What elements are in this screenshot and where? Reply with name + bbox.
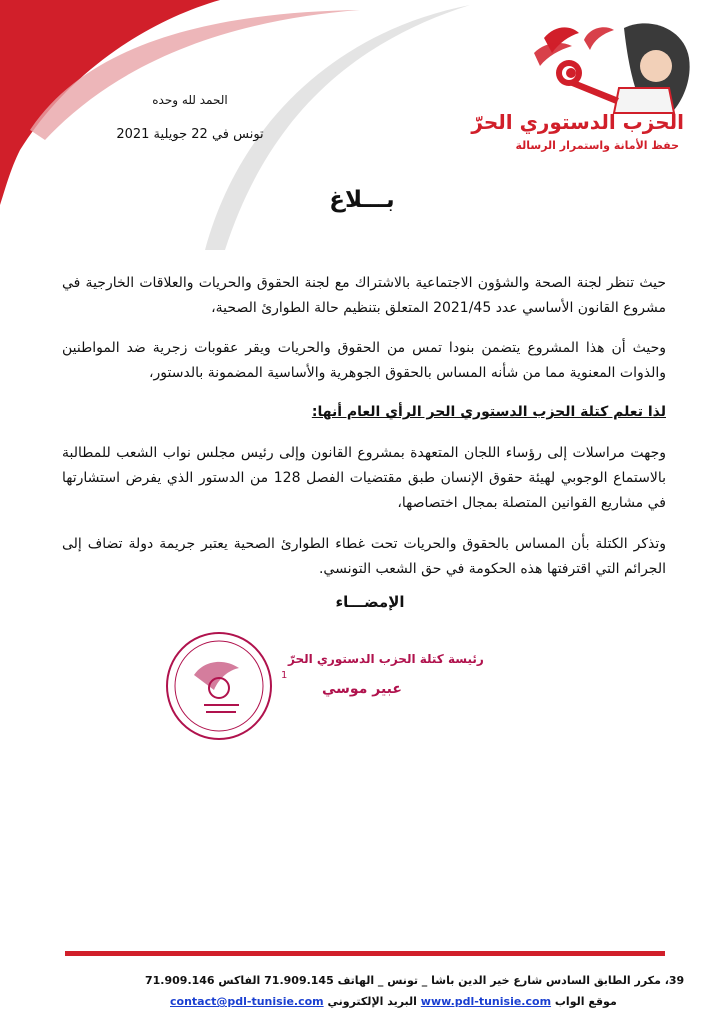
signature-title: الإمضـــاء — [335, 593, 405, 611]
paragraph-3-heading: لذا تعلم كتلة الحزب الدستوري الحر الرأي العام أنها: — [311, 404, 666, 420]
footer-address: 39، مكرر الطابق السادس شارع خير الدين باشا _ تونس _ الهاتف 71.909.145 الفاكس 71.909.146 — [145, 974, 685, 987]
date-line: تونس في 22 جويلية 2021 — [116, 127, 264, 142]
basmala: الحمد لله وحده — [152, 93, 228, 107]
signer-role: رئيسة كتلة الحزب الدستوري الحرّ — [288, 652, 484, 666]
footer-divider — [65, 951, 665, 956]
footer-contact — [170, 995, 617, 1008]
signer-name: عبير موسي — [322, 681, 402, 697]
website-label: موقع الواب — [554, 995, 617, 1008]
paragraph-4: وجهت مراسلات إلى رؤساء اللجان المتعهدة بمشروع القانون وإلى رئيس مجلس نواب الشعب للمطالبة بالاستماع الوجوبي لهيئة حقوق الإنسان طبق مقتضيات الفصل 128 من الدستور الذي يفرض استشارتها في مشاريع القوانين المتصلة بمجال اختصاصها، — [62, 445, 666, 511]
party-name: الحزب الدستوري الحرّ — [471, 110, 684, 134]
website-link[interactable]: www.pdl-tunisie.com — [420, 995, 552, 1008]
email-label: البريد الإلكتروني — [327, 995, 417, 1008]
email-link[interactable]: contact@pdl-tunisie.com — [170, 995, 324, 1008]
official-stamp-icon — [164, 630, 274, 742]
paragraph-2: وحيث أن هذا المشروع يتضمن بنودا تمس من الحقوق والحريات ويقر عقوبات زجرية ضد المواطنين والذوات المعنوية مما من شأنه المساس بالحقوق الجوهرية والأساسية المضمونة بالدستور، — [62, 340, 666, 381]
paragraph-1: حيث تنظر لجنة الصحة والشؤون الاجتماعية بالاشتراك مع لجنة الحقوق والحريات والعلاقات الخارجية في مشروع القانون الأساسي عدد 2021/45 المتعلق بتنظيم حالة الطوارئ الصحية، — [62, 275, 666, 316]
stamp-mark: 1 — [281, 670, 288, 681]
document-title: بـــلاغ — [329, 187, 395, 213]
paragraph-5: وتذكر الكتلة بأن المساس بالحقوق والحريات تحت غطاء الطوارئ الصحية يعتبر جريمة دولة تضاف إلى الجرائم التي اقترفتها هذه الحكومة في حق الشعب التونسي. — [62, 536, 666, 577]
party-slogan: حفظ الأمانة واستمرار الرسالة — [515, 139, 679, 152]
party-logo-icon — [524, 18, 694, 158]
